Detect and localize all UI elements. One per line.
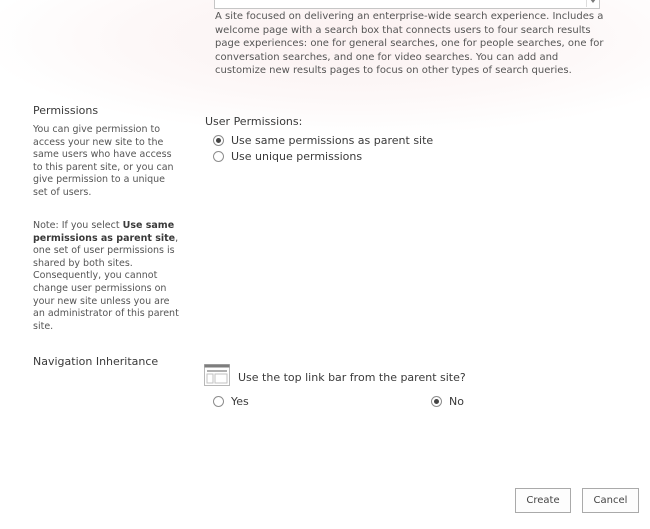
permissions-note-prefix: Note: If you select bbox=[33, 220, 123, 231]
radio-label-nav-no: No bbox=[449, 395, 464, 408]
permissions-note-suffix: , one set of user permissions is shared by both sites. Consequently, you cannot change user permissions on your new site unless you are an administrator of this parent site. bbox=[33, 232, 179, 332]
template-description: A site focused on delivering an enterprise-wide search experience. Includes a welcome page with a search box that connects users to four search results page experiences: one for general searches, one for people searches, one for conversation searches, and one for video searches. You can add and customize new results pages to focus on other types of search queries. bbox=[215, 11, 604, 77]
radio-button-unique-permissions[interactable] bbox=[213, 151, 224, 162]
radio-button-nav-no[interactable] bbox=[431, 396, 442, 407]
user-permissions-label: User Permissions: bbox=[205, 115, 303, 128]
top-link-bar-icon bbox=[204, 364, 230, 386]
top-link-bar-question: Use the top link bar from the parent site? bbox=[238, 371, 466, 384]
navigation-section-title: Navigation Inheritance bbox=[33, 355, 159, 368]
radio-nav-yes[interactable] bbox=[213, 395, 249, 408]
create-button[interactable]: Create bbox=[515, 488, 571, 513]
template-listbox[interactable] bbox=[214, 0, 600, 9]
permissions-section-title: Permissions bbox=[33, 104, 99, 117]
permissions-description: You can give permission to access your new site to the same users who have access to this parent site, or you can give permission to a unique set of users. bbox=[33, 124, 174, 198]
radio-label-same-permissions: Use same permissions as parent site bbox=[231, 134, 434, 147]
radio-unique-permissions[interactable] bbox=[213, 150, 362, 163]
permissions-note-bold: Use same permissions as parent site bbox=[33, 220, 176, 244]
scroll-down-arrow-icon[interactable] bbox=[586, 0, 599, 7]
cancel-button[interactable]: Cancel bbox=[582, 488, 639, 513]
radio-label-nav-yes: Yes bbox=[231, 395, 249, 408]
radio-nav-no[interactable] bbox=[431, 395, 464, 408]
radio-button-nav-yes[interactable] bbox=[213, 396, 224, 407]
permissions-note bbox=[33, 220, 181, 333]
radio-button-same-permissions[interactable] bbox=[213, 135, 224, 146]
radio-label-unique-permissions: Use unique permissions bbox=[231, 150, 363, 163]
radio-same-permissions[interactable] bbox=[213, 134, 433, 147]
